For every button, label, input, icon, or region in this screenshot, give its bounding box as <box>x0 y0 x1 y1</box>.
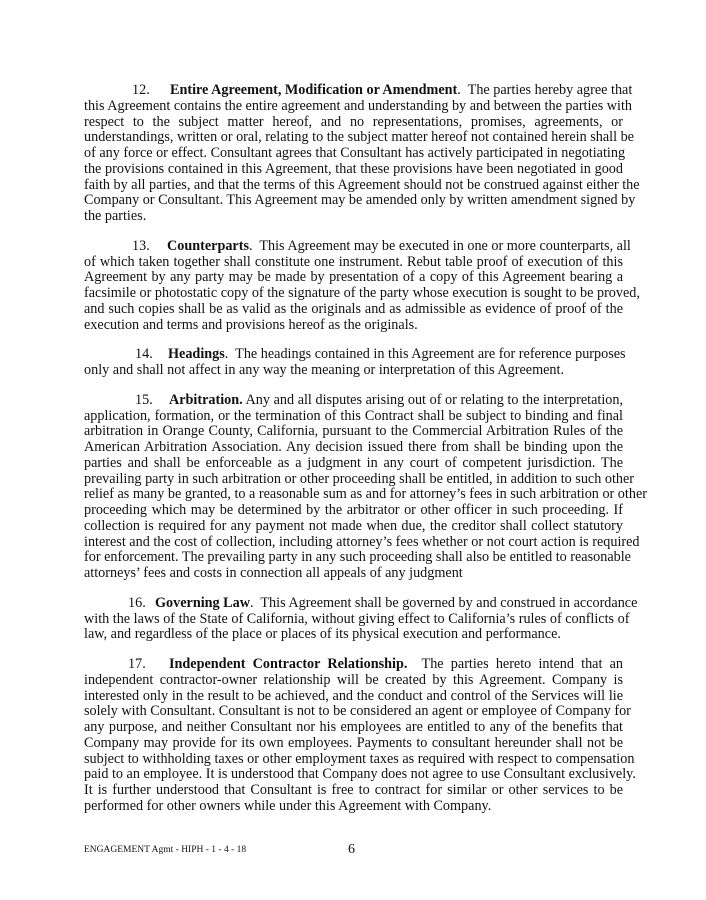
text-line: understandings, written or oral, relating to the subject matter hereof not contained herein shall be <box>84 129 634 146</box>
section-heading: Independent Contractor Relationship. <box>169 656 408 672</box>
text-line: law, and regardless of the place or places of its physical execution and performance. <box>84 626 561 643</box>
text-line: application, formation, or the termination of this Contract shall be subject to binding and final <box>84 407 623 424</box>
section-17 <box>84 656 636 815</box>
text-line: independent contractor-owner relationship will be created by this Agreement. Company is <box>84 671 623 688</box>
text-line: subject to withholding taxes or other employment taxes as required with respect to compensation <box>84 750 635 767</box>
text-line: Company may provide for its own employees. Payments to consultant hereunder shall not be <box>84 734 623 751</box>
text-line: proceeding which may be determined by the arbitrator or other officer in such proceeding. If <box>84 502 623 518</box>
section-12: 12. Entire Agreement, Modification or Amendment. The parties hereby agree that this Agreement contains the entire agreement and understanding by and between the parties with respect to the subject matter hereof, and no representations, promises, agreements, or understandings, written or oral, relating to the subject matter hereof not contained herein shall be of any force or effect. Consultant agrees that Consultant has actively participated in negotiating the provisions contained in this Agreement, that these provisions have been negotiated in good faith by all parties, and that the terms of this Agreement should not be construed against either the Company or Consultant. This Agreement may be amended only by written amendment signed by the parties. <box>84 82 640 224</box>
page-footer <box>84 842 623 858</box>
text-line: performed for other owners while under this Agreement with Company. <box>84 797 492 814</box>
text-line: the provisions contained in this Agreement, that these provisions have been negotiated in good <box>84 160 623 177</box>
text-line: only and shall not affect in any way the meaning or interpretation of this Agreement. <box>84 362 565 378</box>
text-line: interested only in the result to be achieved, and the conduct and control of the Services will lie <box>84 687 623 704</box>
text-line: parties and shall be enforceable as a judgment in any court of competent jurisdiction. The <box>84 454 623 471</box>
text-line: prevailing party in such arbitration or other proceeding shall be entitled, in addition to such other <box>84 470 635 487</box>
text-line: collection is required for any payment not made when due, the creditor shall collect statutory <box>84 517 623 534</box>
section-heading: Arbitration. <box>169 391 243 408</box>
section-number: 13. <box>132 237 150 254</box>
text-line: for enforcement. The prevailing party in any such proceeding shall also be entitled to reasonable <box>84 549 631 566</box>
section-text: This Agreement may be executed in one or more counterparts, all <box>252 237 631 254</box>
text-line: paid to an employee. It is understood that Company does not agree to use Consultant exclusively. <box>84 766 636 783</box>
section-heading: Entire Agreement, Modification or Amendment <box>170 82 458 98</box>
text-line: Company or Consultant. This Agreement may be amended only by written amendment signed by <box>84 192 636 209</box>
section-number: 12. <box>132 82 150 98</box>
section-heading: Headings <box>168 346 225 363</box>
section-heading: Counterparts <box>167 237 249 254</box>
text-line: any purpose, and neither Consultant nor his employees are entitled to any of the benefits that <box>84 719 623 735</box>
text-line: respect to the subject matter hereof, and no representations, promises, agreements, or <box>84 113 623 130</box>
text-line: interest and the cost of collection, including attorney’s fees whether or not court action is required <box>84 533 640 550</box>
section-14: 14. Headings. The headings contained in this Agreement are for reference purposes only and shall not affect in any way the meaning or interpretation of this Agreement. <box>84 346 626 378</box>
section-16: 16. Governing Law. This Agreement shall be governed by and construed in accordance with the laws of the State of California, without giving effect to California’s rules of conflicts of law, and regardless of the place or places of its physical execution and performance. <box>84 594 638 643</box>
section-text: The parties hereby agree that <box>460 82 633 98</box>
text-line: solely with Consultant. Consultant is not to be considered an agent or employee of Company for <box>84 703 631 720</box>
section-number: 14. <box>135 346 153 363</box>
section-number: 16. <box>128 594 146 611</box>
text-line: facsimile or photostatic copy of the signature of the party whose execution is sought to be proved, <box>84 285 640 301</box>
page-number: 6 <box>348 842 355 857</box>
text-line: faith by all parties, and that the terms of this Agreement should not be construed against either the <box>84 176 640 193</box>
section-text: The headings contained in this Agreement are for reference purposes <box>228 346 626 363</box>
text-line: execution and terms and provisions hereof as the originals. <box>84 316 418 333</box>
text-line: of any force or effect. Consultant agrees that Consultant has actively participated in negotiating <box>84 145 626 161</box>
text-line: with the laws of the State of California, without giving effect to California’s rules of conflicts of <box>84 610 630 627</box>
section-text: This Agreement shall be governed by and construed in accordance <box>253 594 638 611</box>
text-line: attorneys’ fees and costs in connection all appeals of any judgment <box>84 565 463 581</box>
section-13: 13. Counterparts. This Agreement may be executed in one or more counterparts, all of which taken together shall constitute one instrument. Rebut table proof of execution of this Agreement by any party may be made by presentation of a copy of this Agreement bearing a facsimile or photostatic copy of the signature of the party whose execution is sought to be proved, and such copies shall be as valid as the originals and as admissible as evidence of proof of the execution and terms and provisions hereof as the originals. <box>84 237 640 333</box>
text-line: It is further understood that Consultant is free to contract for similar or other services to be <box>84 782 623 798</box>
section-heading: Governing Law <box>155 594 250 611</box>
section-number: 15. <box>135 391 153 408</box>
text-line: arbitration in Orange County, California, pursuant to the Commercial Arbitration Rules of the <box>84 423 623 440</box>
text-line: American Arbitration Association. Any decision issued there from shall be binding upon the <box>84 439 623 455</box>
text-line: relief as many be granted, to a reasonable sum as and for attorney’s fees in such arbitration or other <box>84 486 647 503</box>
footer-doc-id: ENGAGEMENT Agmt - HIPH - 1 - 4 - 18 <box>84 845 247 855</box>
text-line: Agreement by any party may be made by presentation of a copy of this Agreement bearing a <box>84 269 623 286</box>
section-15 <box>84 391 647 582</box>
section-text: Any and all disputes arising out of or relating to the interpretation, <box>242 391 623 408</box>
text-line: and such copies shall be as valid as the originals and as admissible as evidence of proof of the <box>84 300 623 317</box>
document-page <box>84 82 647 815</box>
section-text: The parties hereto intend that an <box>407 656 623 672</box>
text-line: the parties. <box>84 208 147 224</box>
text-line: of which taken together shall constitute one instrument. Rebut table proof of execution of this <box>84 253 623 270</box>
text-line: this Agreement contains the entire agreement and understanding by and between the parties with <box>84 97 633 114</box>
section-number: 17. <box>128 656 146 672</box>
